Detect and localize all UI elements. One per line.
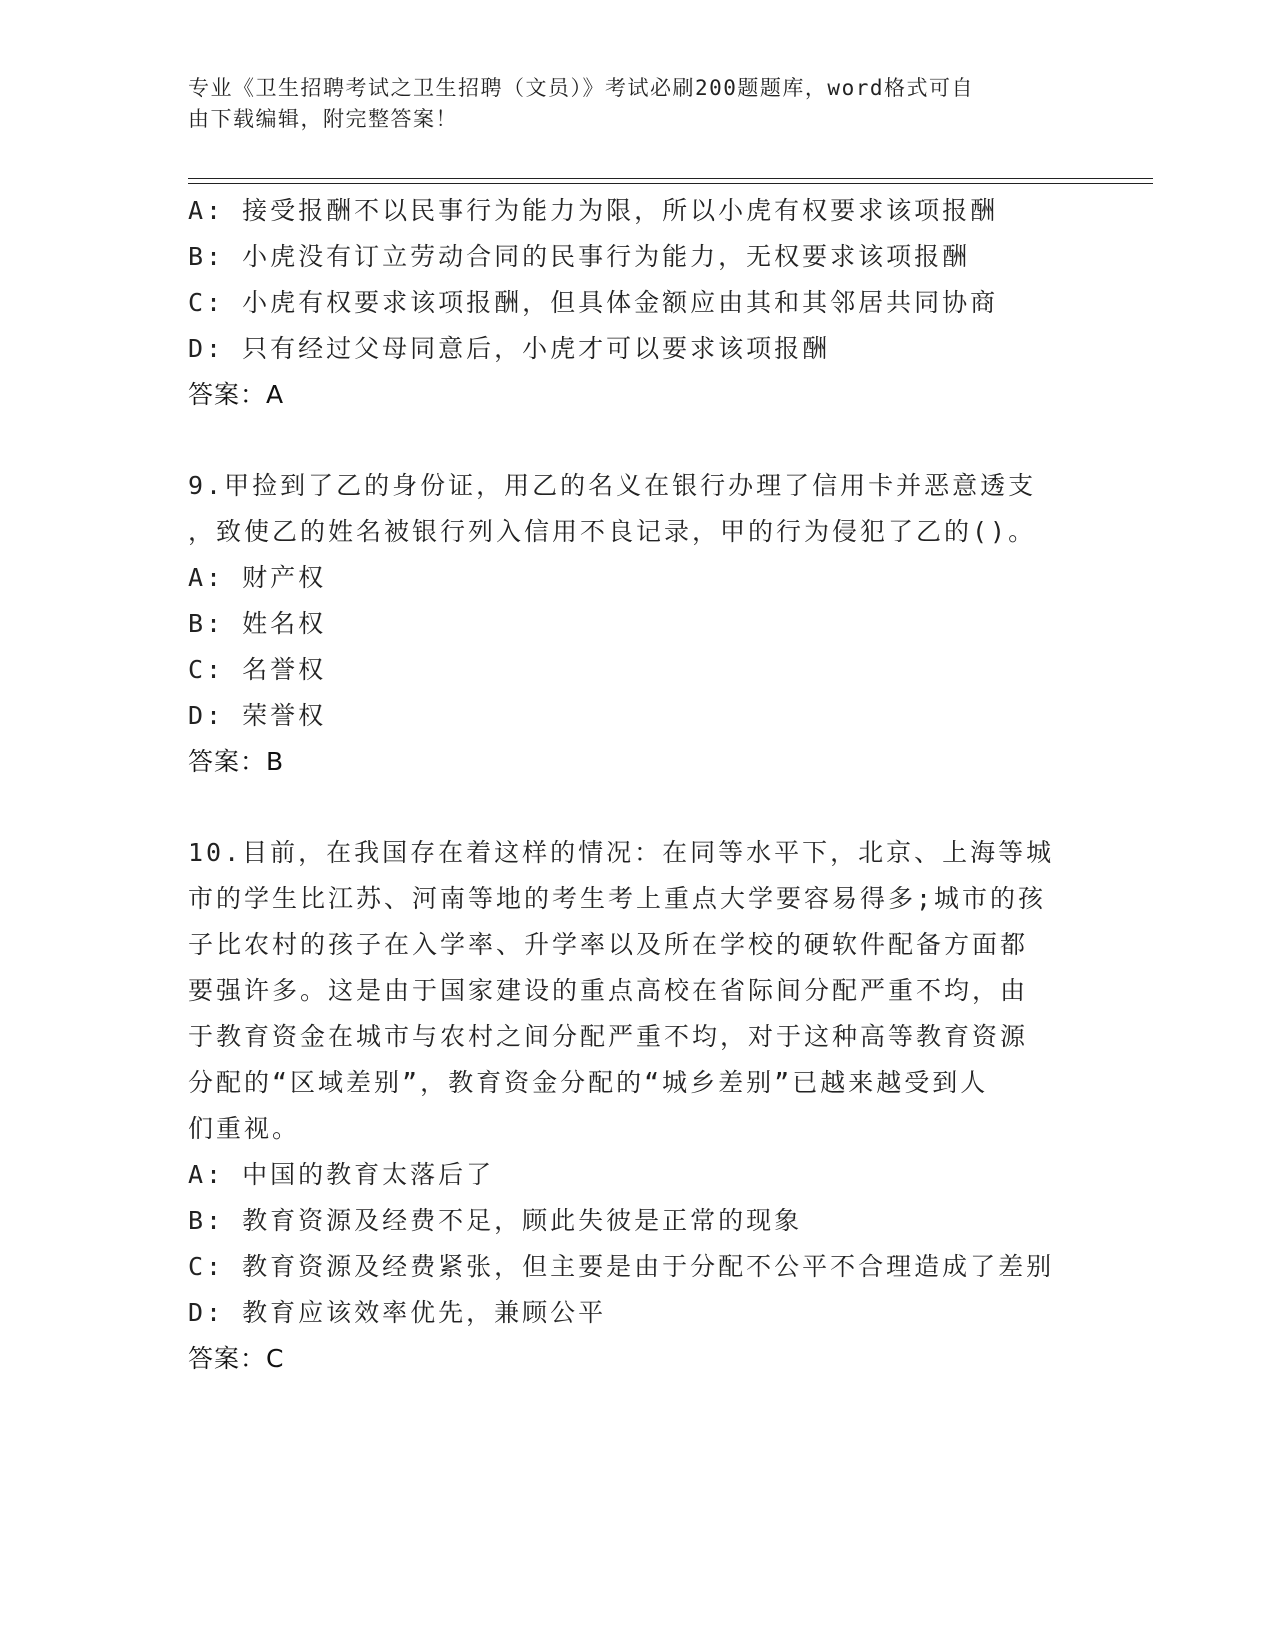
question-stem-line: 要强许多。这是由于国家建设的重点高校在省际间分配严重不均，由 (188, 976, 1029, 1005)
option-d: D: 教育应该效率优先，兼顾公平 (188, 1298, 607, 1327)
option-b: B: 姓名权 (188, 609, 327, 638)
option-a: A: 中国的教育太落后了 (188, 1160, 495, 1189)
header-divider-bottom (188, 183, 1153, 184)
option-a: A: 财产权 (188, 563, 327, 592)
answer-line: 答案：C (188, 1344, 285, 1373)
question-stem-line: 9.甲捡到了乙的身份证，用乙的名义在银行办理了信用卡并恶意透支 (188, 471, 1037, 500)
option-b: B: 小虎没有订立劳动合同的民事行为能力，无权要求该项报酬 (188, 242, 971, 271)
question-stem-line: 市的学生比江苏、河南等地的考生考上重点大学要容易得多;城市的孩 (188, 884, 1047, 913)
question-stem-line: 们重视。 (188, 1114, 301, 1143)
option-b: B: 教育资源及经费不足，顾此失彼是正常的现象 (188, 1206, 803, 1235)
question-spacer (188, 785, 1088, 830)
option-c: C: 教育资源及经费紧张，但主要是由于分配不公平不合理造成了差别 (188, 1252, 1055, 1281)
option-a: A: 接受报酬不以民事行为能力为限，所以小虎有权要求该项报酬 (188, 196, 999, 225)
document-header (188, 73, 1088, 135)
header-line-2: 由下载编辑，附完整答案！ (188, 107, 458, 131)
question-stem-line: ，致使乙的姓名被银行列入信用不良记录，甲的行为侵犯了乙的()。 (188, 517, 1037, 546)
answer-line: 答案：B (188, 747, 285, 776)
option-c: C: 小虎有权要求该项报酬，但具体金额应由其和其邻居共同协商 (188, 288, 999, 317)
question-spacer (188, 418, 1088, 463)
option-d: D: 荣誉权 (188, 701, 327, 730)
question-stem-line: 于教育资金在城市与农村之间分配严重不均，对于这种高等教育资源 (188, 1022, 1029, 1051)
document-body (188, 188, 1088, 1382)
header-divider-top (188, 178, 1153, 179)
question-stem-line: 子比农村的孩子在入学率、升学率以及所在学校的硬软件配备方面都 (188, 930, 1029, 959)
header-line-1: 专业《卫生招聘考试之卫生招聘（文员）》考试必刷200题题库，word格式可自 (188, 76, 974, 100)
question-stem-line: 分配的“区域差别”，教育资金分配的“城乡差别”已越来越受到人 (188, 1068, 989, 1097)
answer-line: 答案：A (188, 380, 285, 409)
question-8 (188, 188, 1088, 418)
question-stem-line: 10.目前，在我国存在着这样的情况：在同等水平下，北京、上海等城 (188, 838, 1055, 867)
option-c: C: 名誉权 (188, 655, 327, 684)
question-10 (188, 830, 1088, 1382)
option-d: D: 只有经过父母同意后，小虎才可以要求该项报酬 (188, 334, 831, 363)
question-9 (188, 463, 1088, 785)
